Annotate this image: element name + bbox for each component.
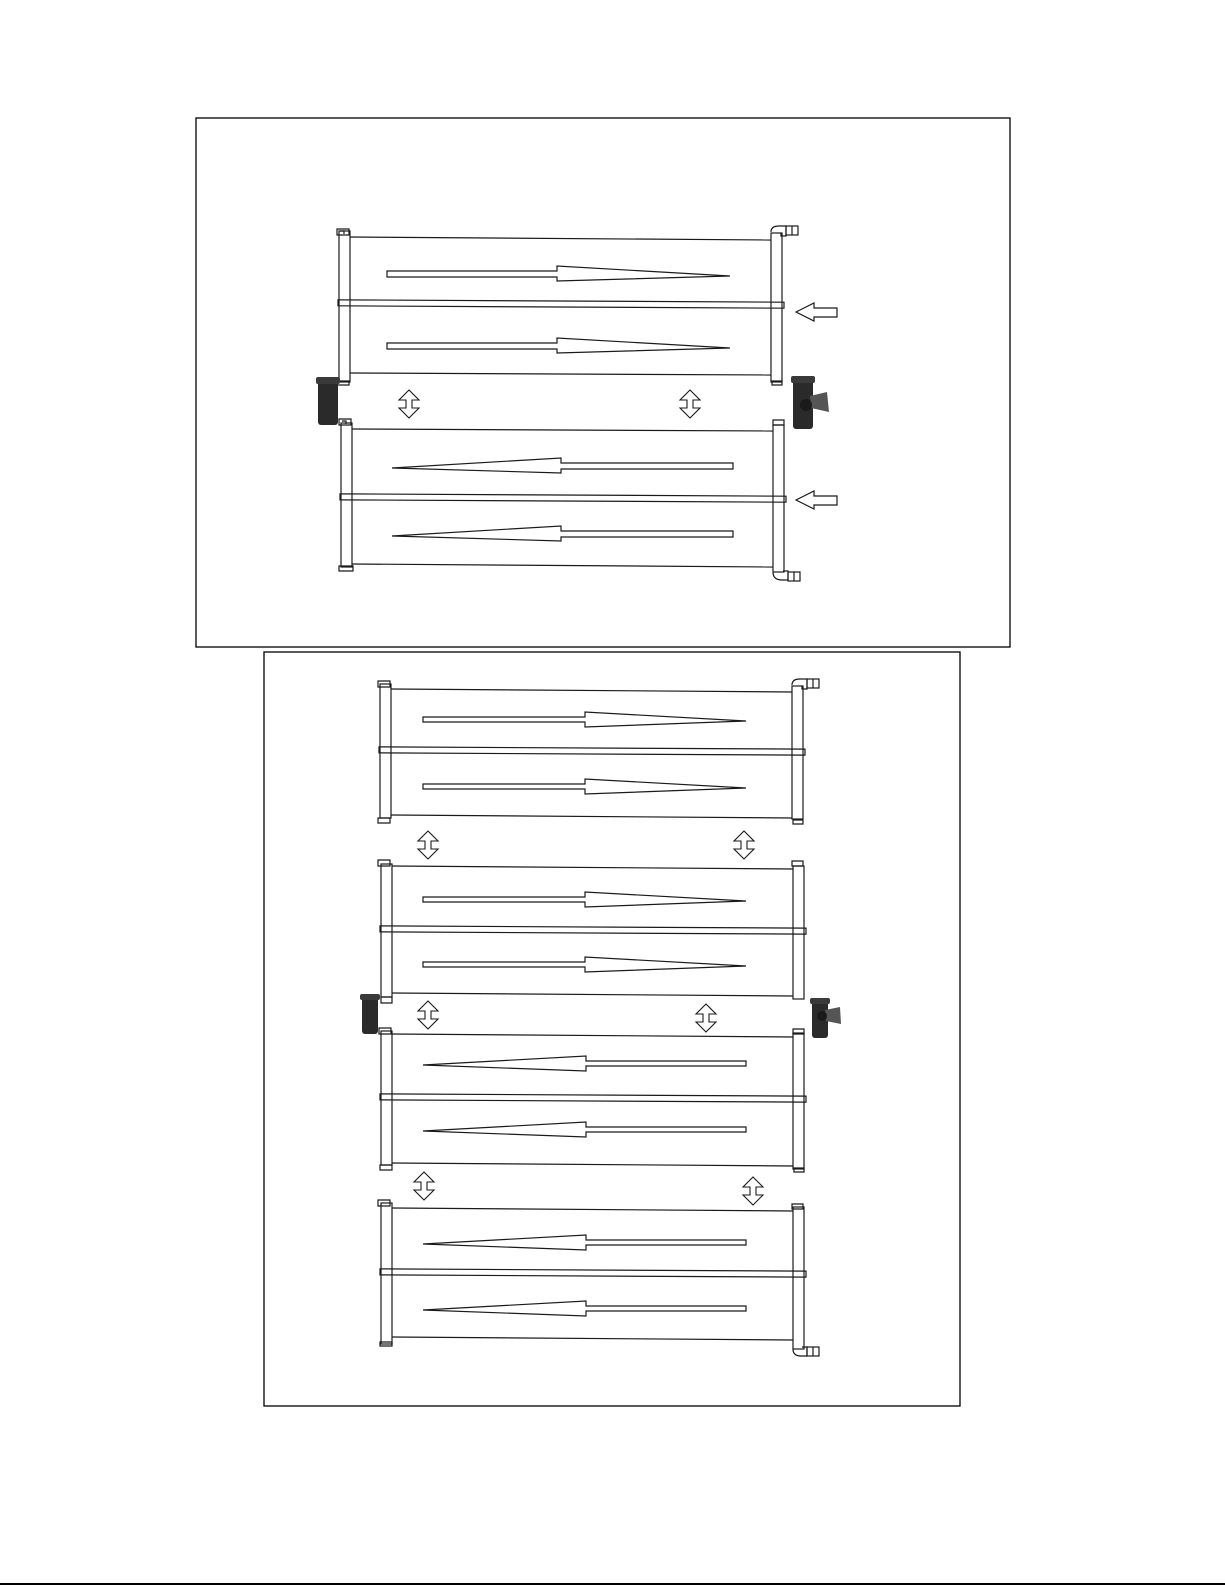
pipe-cap-icon [360,994,380,1034]
collector-panel-1 [378,679,819,824]
outlet-elbow-fitting [771,226,798,236]
double-headed-vertical-arrow-icon [680,390,700,418]
middle-support-bar [340,494,786,502]
right-header-pipe [771,233,782,382]
long-tapered-arrow-icon [423,892,746,907]
long-tapered-arrow-icon [387,266,730,281]
long-tapered-arrow-icon [423,1122,746,1137]
collector-panel-1 [337,226,798,385]
double-headed-vertical-arrow-icon [414,1172,434,1200]
inlet-elbow-fitting [793,1347,819,1356]
absorber-bottom-edge [352,564,773,567]
absorber-top-edge [350,237,771,240]
long-tapered-arrow-icon [423,1235,746,1250]
figure-1 [196,118,1010,647]
long-tapered-arrow-icon [423,957,746,972]
collector-panel-2 [339,419,800,581]
double-headed-vertical-arrow-icon [399,390,419,418]
double-headed-vertical-arrow-icon [418,1001,438,1029]
long-tapered-arrow-icon [423,712,746,727]
inlet-arrow-icon [796,491,837,509]
absorber-bottom-edge [350,373,771,375]
long-tapered-arrow-icon [423,1301,746,1316]
long-tapered-arrow-icon [423,779,746,794]
double-headed-vertical-arrow-icon [418,831,438,859]
ball-valve-icon [791,376,829,429]
double-headed-vertical-arrow-icon [696,1004,716,1032]
long-tapered-arrow-icon [423,1056,746,1071]
right-bottom-clip [772,381,782,385]
double-headed-vertical-arrow-icon [734,831,754,859]
ball-valve-icon [810,998,841,1038]
collector-panel-4 [378,1200,819,1356]
left-header-pipe [341,423,352,567]
right-header-pipe [773,425,784,572]
long-tapered-arrow-icon [387,338,730,353]
outlet-elbow-fitting [792,679,819,689]
left-header-pipe [339,231,350,382]
inlet-arrow-icon [796,303,837,321]
collector-panel-3 [379,1028,806,1172]
middle-support-bar [338,300,784,308]
long-tapered-arrow-icon [392,458,733,473]
absorber-top-edge [352,429,773,431]
pipe-cap-icon [316,377,340,425]
figure-2 [264,652,960,1406]
collector-panel-2 [378,860,806,1003]
long-tapered-arrow-icon [392,526,733,541]
double-headed-vertical-arrow-icon [743,1177,763,1205]
right-top-clip [773,420,784,425]
